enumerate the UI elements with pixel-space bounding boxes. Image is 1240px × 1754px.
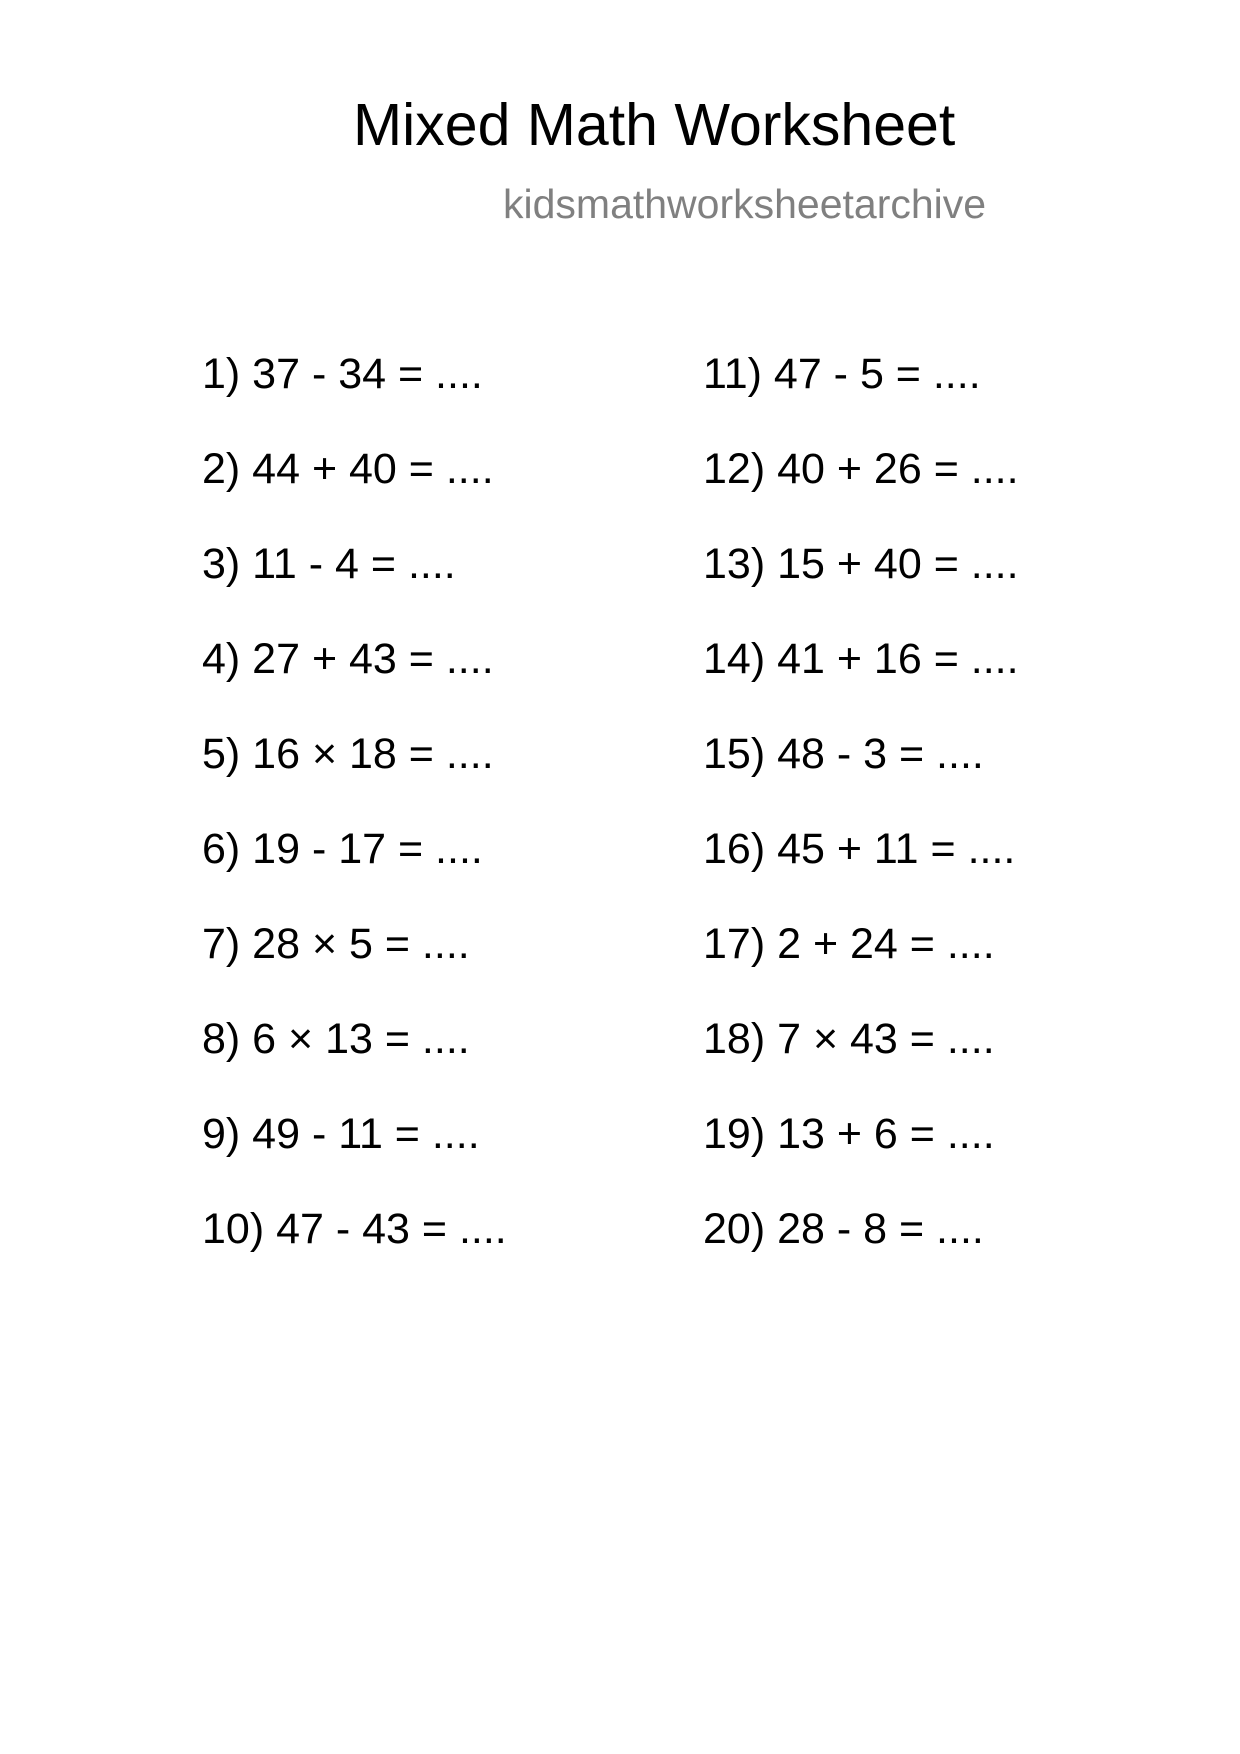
problem-8: 8) 6 × 13 = .... [202,1015,470,1063]
problem-column-left [202,350,507,1303]
problem-17: 17) 2 + 24 = .... [703,920,995,968]
page-title: Mixed Math Worksheet [353,92,956,158]
problem-15: 15) 48 - 3 = .... [703,730,984,778]
problem-1: 1) 37 - 34 = .... [202,350,483,398]
problem-12: 12) 40 + 26 = .... [703,445,1019,493]
problem-5: 5) 16 × 18 = .... [202,730,494,778]
problem-7: 7) 28 × 5 = .... [202,920,470,968]
problem-4: 4) 27 + 43 = .... [202,635,494,683]
problem-20: 20) 28 - 8 = .... [703,1205,984,1253]
problem-18: 18) 7 × 43 = .... [703,1015,995,1063]
problem-3: 3) 11 - 4 = .... [202,540,456,588]
problem-13: 13) 15 + 40 = .... [703,540,1019,588]
problem-10: 10) 47 - 43 = .... [202,1205,507,1253]
problem-19: 19) 13 + 6 = .... [703,1110,995,1158]
problem-column-right [703,350,1019,1303]
problem-2: 2) 44 + 40 = .... [202,445,494,493]
problem-11: 11) 47 - 5 = .... [703,350,981,398]
problem-14: 14) 41 + 16 = .... [703,635,1019,683]
problem-9: 9) 49 - 11 = .... [202,1110,480,1158]
problem-16: 16) 45 + 11 = .... [703,825,1016,873]
page-subtitle: kidsmathworksheetarchive [503,181,987,227]
problem-6: 6) 19 - 17 = .... [202,825,483,873]
